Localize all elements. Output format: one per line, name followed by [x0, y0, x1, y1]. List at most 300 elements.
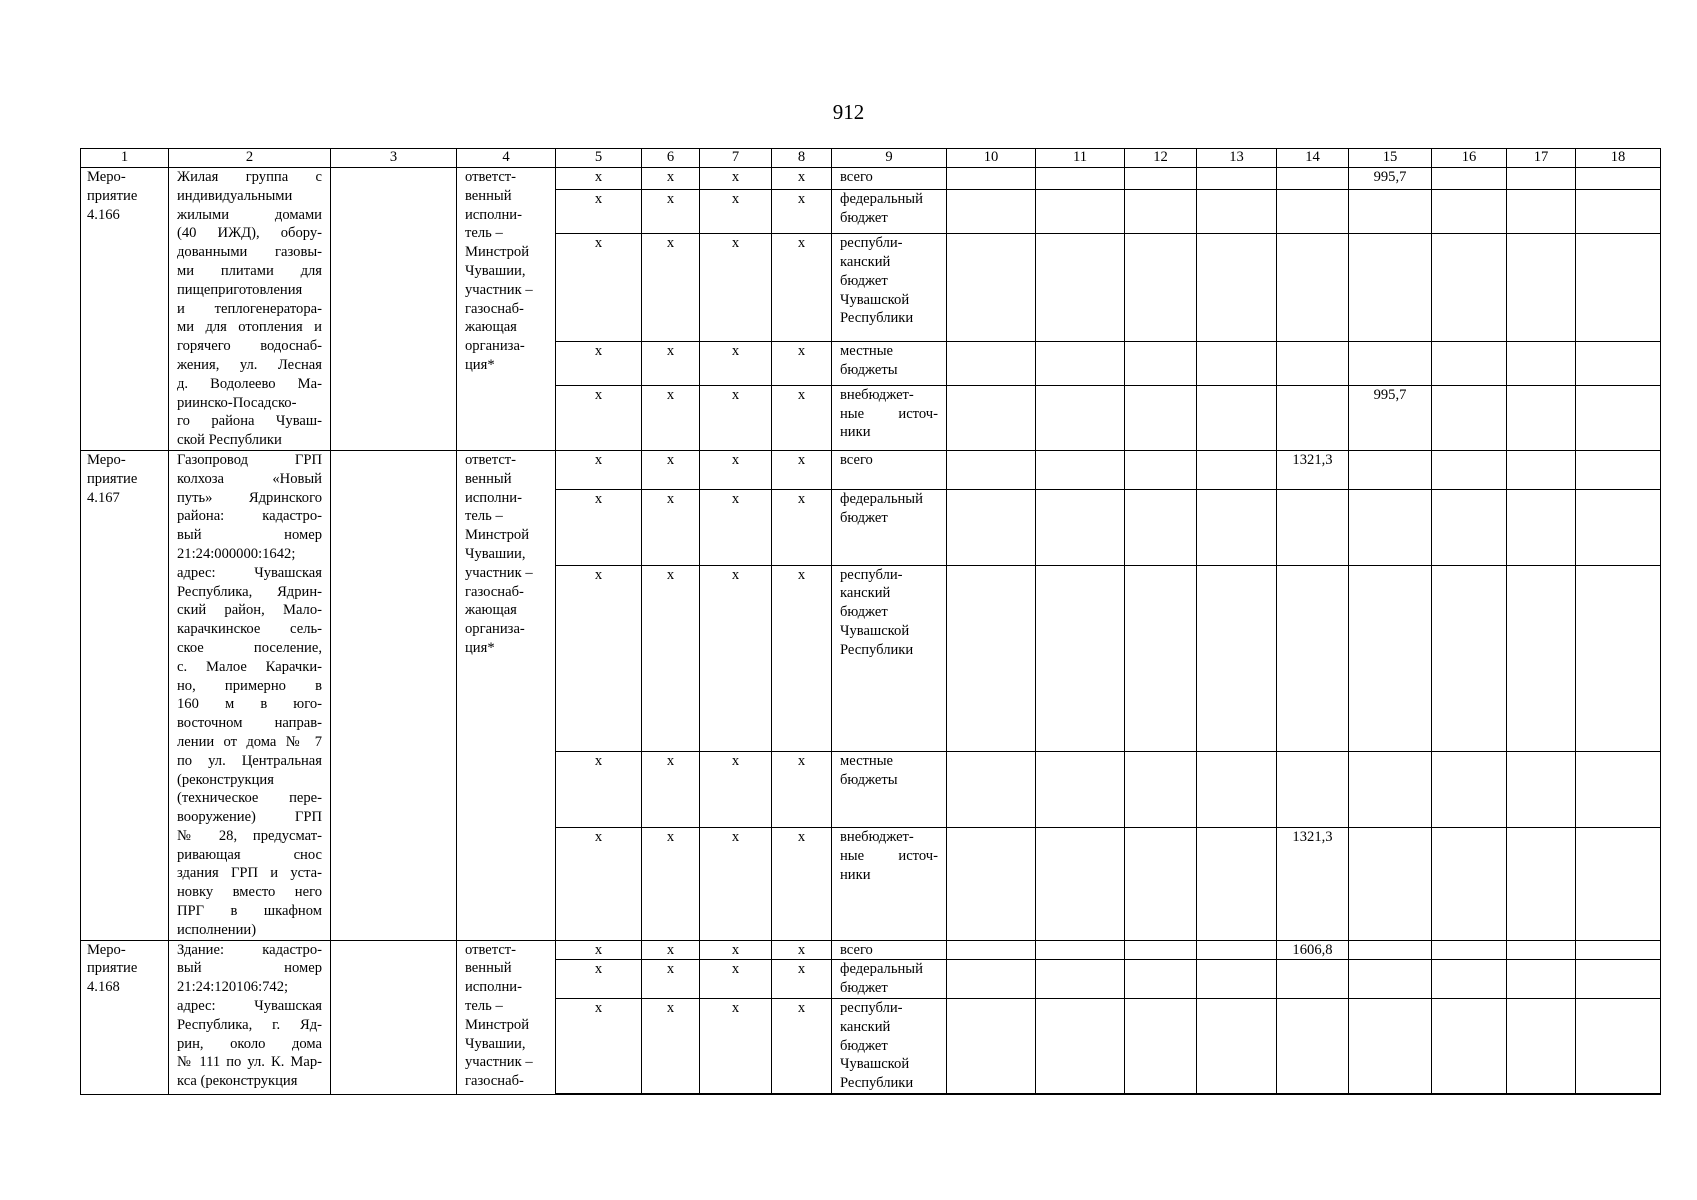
funding-source-cell [832, 385, 947, 450]
table-row [81, 450, 1661, 489]
funding-source-cell [832, 827, 947, 940]
mark-cell: x [700, 960, 772, 999]
value-cell-col-17 [1507, 385, 1576, 450]
text-line: колхоза «Новый [177, 470, 322, 487]
value-cell-col-10 [947, 752, 1036, 828]
value-cell-col-17 [1507, 565, 1576, 752]
text-line: пищеприготовления [177, 281, 303, 298]
text-line: Республика, Ядрин- [177, 583, 322, 600]
value-cell-col-15: 995,7 [1349, 385, 1432, 450]
value-cell-col-12 [1125, 168, 1197, 190]
mark-cell: x [642, 827, 700, 940]
text-line: жилыми домами [177, 206, 322, 223]
value-cell-col-16 [1432, 190, 1507, 234]
text-line: ривающая снос [177, 846, 322, 863]
text-line: жения, ул. Лесная [177, 356, 322, 373]
column-number-16: 16 [1432, 149, 1507, 168]
text-line: канский [840, 254, 891, 271]
text-line: горячего водоснаб- [177, 338, 322, 355]
mark-cell: x [772, 450, 832, 489]
value-cell-col-14 [1277, 190, 1349, 234]
page-number: 912 [832, 100, 865, 124]
text-line: жающая [465, 319, 517, 336]
text-line: адрес: Чувашская [177, 564, 322, 581]
value-cell-col-13 [1197, 342, 1277, 386]
mark-cell: x [772, 190, 832, 234]
value-cell-col-13 [1197, 385, 1277, 450]
mark-cell: x [556, 385, 642, 450]
value-cell-col-15 [1349, 565, 1432, 752]
activity-id-cell [81, 450, 169, 940]
text-line: 21:24:120106:742; [177, 979, 289, 996]
activity-description-cell [169, 940, 331, 1094]
text-line: ция* [465, 356, 495, 373]
text-line: бюджет [840, 272, 888, 289]
text-line: дованными газовы- [177, 244, 322, 261]
text-line: ответст- [465, 169, 517, 185]
text-line: исполнении) [177, 921, 257, 938]
value-cell-col-10 [947, 234, 1036, 342]
mark-cell: x [772, 565, 832, 752]
value-cell-col-15 [1349, 489, 1432, 565]
value-cell-col-10 [947, 168, 1036, 190]
mark-cell: x [642, 752, 700, 828]
text-line: ми плитами для [177, 262, 322, 279]
value-cell-col-11 [1036, 940, 1125, 960]
funding-source-cell [832, 752, 947, 828]
text-line: приятие [87, 470, 138, 487]
text-line: (реконструкция [177, 771, 274, 788]
value-cell-col-18 [1576, 752, 1661, 828]
value-cell-col-18 [1576, 960, 1661, 999]
value-cell-col-15 [1349, 450, 1432, 489]
text-line: участник – [465, 1054, 533, 1071]
responsible-executor-cell [457, 940, 556, 1094]
value-cell-col-12 [1125, 827, 1197, 940]
mark-cell: x [700, 450, 772, 489]
text-line: вый номер [177, 527, 322, 544]
value-cell-col-11 [1036, 190, 1125, 234]
text-line: рин, около дома [177, 1035, 322, 1052]
value-cell-col-10 [947, 999, 1036, 1094]
text-line: венный [465, 470, 512, 487]
value-cell-col-18 [1576, 168, 1661, 190]
text-line: организа- [465, 621, 525, 638]
mark-cell: x [556, 940, 642, 960]
text-line: ское поселение, [177, 639, 322, 656]
budget-table [80, 148, 1661, 1095]
text-line: но, примерно в [177, 677, 322, 694]
value-cell-col-17 [1507, 752, 1576, 828]
text-line: республи- [840, 1000, 903, 1017]
column-number-4: 4 [457, 149, 556, 168]
value-cell-col-14 [1277, 385, 1349, 450]
column-3-cell [331, 168, 457, 451]
text-line: федеральный [840, 490, 923, 507]
column-number-12: 12 [1125, 149, 1197, 168]
value-cell-col-13 [1197, 450, 1277, 489]
text-line: восточном направ- [177, 715, 322, 732]
column-number-header [81, 149, 1661, 168]
funding-source-cell [832, 450, 947, 489]
mark-cell: x [642, 450, 700, 489]
mark-cell: x [556, 190, 642, 234]
text-line: газоснаб- [465, 583, 524, 600]
text-line: республи- [840, 235, 903, 252]
text-line: бюджеты [840, 361, 898, 378]
mark-cell: x [700, 752, 772, 828]
value-cell-col-17 [1507, 168, 1576, 190]
responsible-executor-cell [457, 168, 556, 451]
responsible-executor-cell [457, 450, 556, 940]
funding-source-cell [832, 489, 947, 565]
mark-cell: x [772, 752, 832, 828]
column-3-cell [331, 940, 457, 1094]
text-line: бюджеты [840, 771, 898, 788]
text-line: Минстрой [465, 244, 530, 261]
activity-description-cell [169, 168, 331, 451]
column-number-17: 17 [1507, 149, 1576, 168]
value-cell-col-12 [1125, 940, 1197, 960]
mark-cell: x [700, 940, 772, 960]
value-cell-col-15 [1349, 234, 1432, 342]
value-cell-col-12 [1125, 999, 1197, 1094]
value-cell-col-16 [1432, 999, 1507, 1094]
text-line: Республики [840, 310, 914, 327]
text-line: республи- [840, 566, 903, 583]
mark-cell: x [642, 234, 700, 342]
mark-cell: x [642, 190, 700, 234]
table-body [81, 149, 1661, 1095]
text-line: участник – [465, 281, 533, 298]
text-line: Республики [840, 1075, 914, 1092]
text-line: ский район, Мало- [177, 602, 322, 619]
column-number-11: 11 [1036, 149, 1125, 168]
value-cell-col-14 [1277, 234, 1349, 342]
value-cell-col-17 [1507, 342, 1576, 386]
value-cell-col-18 [1576, 827, 1661, 940]
value-cell-col-14: 1321,3 [1277, 450, 1349, 489]
value-cell-col-18 [1576, 999, 1661, 1094]
column-number-15: 15 [1349, 149, 1432, 168]
text-line: бюджет [840, 604, 888, 621]
text-line: 4.168 [87, 979, 120, 996]
text-line: исполни- [465, 206, 522, 223]
mark-cell: x [700, 234, 772, 342]
text-line: Чувашской [840, 291, 910, 308]
value-cell-col-15 [1349, 342, 1432, 386]
value-cell-col-17 [1507, 234, 1576, 342]
column-number-5: 5 [556, 149, 642, 168]
text-line: ответст- [465, 941, 517, 958]
text-line: Чувашии, [465, 262, 526, 279]
text-line: и теплогенератора- [177, 300, 322, 317]
text-line: лении от дома № 7 [177, 733, 322, 750]
text-line: местные [840, 343, 894, 359]
mark-cell: x [642, 999, 700, 1094]
value-cell-col-13 [1197, 960, 1277, 999]
value-cell-col-15 [1349, 190, 1432, 234]
mark-cell: x [772, 999, 832, 1094]
text-line: ответст- [465, 451, 517, 468]
funding-source-cell [832, 940, 947, 960]
text-line: здания ГРП и уста- [177, 865, 322, 882]
text-line: Чувашии, [465, 545, 526, 562]
funding-source-cell [832, 342, 947, 386]
value-cell-col-10 [947, 190, 1036, 234]
text-line: внебюджет- [840, 828, 914, 845]
text-line: д. Водолеево Ма- [177, 375, 322, 392]
value-cell-col-10 [947, 342, 1036, 386]
value-cell-col-16 [1432, 450, 1507, 489]
value-cell-col-11 [1036, 960, 1125, 999]
text-line: путь» Ядринского [177, 489, 322, 506]
text-line: риинско-Посадско- [177, 394, 297, 411]
column-number-9: 9 [832, 149, 947, 168]
activity-id-cell [81, 168, 169, 451]
value-cell-col-16 [1432, 489, 1507, 565]
text-line: го района Чуваш- [177, 413, 322, 430]
value-cell-col-11 [1036, 168, 1125, 190]
mark-cell: x [772, 940, 832, 960]
value-cell-col-17 [1507, 960, 1576, 999]
mark-cell: x [642, 940, 700, 960]
text-line: с. Малое Карачки- [177, 658, 322, 675]
value-cell-col-14 [1277, 168, 1349, 190]
mark-cell: x [772, 827, 832, 940]
funding-source-cell [832, 168, 947, 190]
value-cell-col-13 [1197, 565, 1277, 752]
text-line: Чувашской [840, 1056, 910, 1073]
value-cell-col-15 [1349, 752, 1432, 828]
text-line: Меро- [87, 941, 126, 958]
value-cell-col-16 [1432, 960, 1507, 999]
text-line: (техническое пере- [177, 790, 322, 807]
text-line: бюджет [840, 509, 888, 526]
value-cell-col-14 [1277, 960, 1349, 999]
text-line: Газопровод ГРП [177, 451, 322, 468]
value-cell-col-13 [1197, 752, 1277, 828]
text-line: 21:24:000000:1642; [177, 545, 296, 562]
value-cell-col-11 [1036, 999, 1125, 1094]
value-cell-col-10 [947, 450, 1036, 489]
text-line: ные источ- [840, 847, 938, 864]
text-line: внебюджет- [840, 386, 914, 403]
text-line: венный [465, 960, 512, 977]
value-cell-col-11 [1036, 565, 1125, 752]
value-cell-col-11 [1036, 342, 1125, 386]
value-cell-col-17 [1507, 489, 1576, 565]
text-line: бюджет [840, 980, 888, 997]
text-line: Минстрой [465, 1016, 530, 1033]
text-line: № 28, предусмат- [177, 827, 322, 844]
text-line: ники [840, 424, 871, 441]
value-cell-col-11 [1036, 827, 1125, 940]
value-cell-col-16 [1432, 565, 1507, 752]
mark-cell: x [772, 234, 832, 342]
column-number-6: 6 [642, 149, 700, 168]
value-cell-col-10 [947, 565, 1036, 752]
text-line: тель – [465, 508, 503, 525]
mark-cell: x [700, 342, 772, 386]
text-line: 160 м в юго- [177, 696, 322, 713]
value-cell-col-12 [1125, 234, 1197, 342]
text-line: федеральный [840, 191, 923, 208]
value-cell-col-14 [1277, 342, 1349, 386]
text-line: организа- [465, 338, 525, 355]
mark-cell: x [556, 168, 642, 190]
funding-source-cell [832, 999, 947, 1094]
value-cell-col-14: 1321,3 [1277, 827, 1349, 940]
funding-source-cell [832, 190, 947, 234]
text-line: ные источ- [840, 405, 938, 422]
value-cell-col-10 [947, 385, 1036, 450]
column-number-3: 3 [331, 149, 457, 168]
text-line: всего [840, 451, 873, 468]
value-cell-col-18 [1576, 565, 1661, 752]
mark-cell: x [556, 565, 642, 752]
text-line: Республика, г. Яд- [177, 1016, 322, 1033]
mark-cell: x [700, 827, 772, 940]
text-line: газоснаб- [465, 300, 524, 317]
value-cell-col-16 [1432, 827, 1507, 940]
mark-cell: x [642, 489, 700, 565]
column-number-13: 13 [1197, 149, 1277, 168]
text-line: бюджет [840, 1037, 888, 1054]
value-cell-col-11 [1036, 385, 1125, 450]
value-cell-col-16 [1432, 940, 1507, 960]
text-line: канский [840, 1018, 891, 1035]
mark-cell: x [772, 342, 832, 386]
value-cell-col-17 [1507, 999, 1576, 1094]
value-cell-col-15 [1349, 999, 1432, 1094]
text-line: Минстрой [465, 527, 530, 544]
value-cell-col-12 [1125, 565, 1197, 752]
text-line: ской Республики [177, 432, 282, 449]
text-line: Чувашской [840, 623, 910, 639]
value-cell-col-12 [1125, 960, 1197, 999]
column-number-10: 10 [947, 149, 1036, 168]
value-cell-col-16 [1432, 752, 1507, 828]
text-line: Меро- [87, 451, 126, 468]
mark-cell: x [556, 342, 642, 386]
mark-cell: x [642, 342, 700, 386]
text-line: кса (реконструкция [177, 1073, 298, 1090]
text-line: жающая [465, 602, 517, 619]
mark-cell: x [556, 827, 642, 940]
value-cell-col-18 [1576, 342, 1661, 386]
text-line: исполни- [465, 489, 522, 506]
value-cell-col-18 [1576, 190, 1661, 234]
text-line: газоснаб- [465, 1073, 524, 1090]
mark-cell: x [700, 489, 772, 565]
value-cell-col-14 [1277, 999, 1349, 1094]
text-line: Меро- [87, 169, 126, 185]
activity-id-cell [81, 940, 169, 1094]
value-cell-col-17 [1507, 450, 1576, 489]
text-line: венный [465, 187, 512, 204]
mark-cell: x [556, 234, 642, 342]
text-line: всего [840, 941, 873, 958]
value-cell-col-17 [1507, 190, 1576, 234]
text-line: всего [840, 169, 873, 185]
text-line: (40 ИЖД), обору- [177, 225, 322, 242]
text-line: Здание: кадастро- [177, 941, 322, 958]
value-cell-col-10 [947, 827, 1036, 940]
column-number-7: 7 [700, 149, 772, 168]
value-cell-col-12 [1125, 752, 1197, 828]
mark-cell: x [772, 385, 832, 450]
column-number-18: 18 [1576, 149, 1661, 168]
table-row [81, 168, 1661, 190]
text-line: приятие [87, 960, 138, 977]
value-cell-col-10 [947, 960, 1036, 999]
value-cell-col-13 [1197, 940, 1277, 960]
text-line: местные [840, 753, 894, 770]
mark-cell: x [642, 385, 700, 450]
value-cell-col-18 [1576, 234, 1661, 342]
mark-cell: x [772, 168, 832, 190]
column-number-1: 1 [81, 149, 169, 168]
value-cell-col-14 [1277, 565, 1349, 752]
value-cell-col-14 [1277, 752, 1349, 828]
text-line: 4.167 [87, 489, 120, 506]
text-line: новку вместо него [177, 884, 322, 901]
mark-cell: x [700, 565, 772, 752]
value-cell-col-13 [1197, 827, 1277, 940]
value-cell-col-12 [1125, 190, 1197, 234]
text-line: ми для отопления и [177, 319, 322, 336]
text-line: вооружение) ГРП [177, 809, 322, 826]
mark-cell: x [772, 489, 832, 565]
text-line: Чувашии, [465, 1035, 526, 1052]
text-line: адрес: Чувашская [177, 998, 322, 1015]
value-cell-col-18 [1576, 450, 1661, 489]
value-cell-col-16 [1432, 234, 1507, 342]
text-line: ция* [465, 639, 495, 656]
value-cell-col-11 [1036, 234, 1125, 342]
column-3-cell [331, 450, 457, 940]
value-cell-col-12 [1125, 342, 1197, 386]
mark-cell: x [556, 960, 642, 999]
value-cell-col-16 [1432, 168, 1507, 190]
mark-cell: x [642, 565, 700, 752]
text-line: ники [840, 866, 871, 883]
value-cell-col-11 [1036, 450, 1125, 489]
value-cell-col-10 [947, 940, 1036, 960]
funding-source-cell [832, 234, 947, 342]
column-number-2: 2 [169, 149, 331, 168]
text-line: 4.166 [87, 206, 120, 223]
value-cell-col-18 [1576, 489, 1661, 565]
table-row [81, 940, 1661, 960]
value-cell-col-10 [947, 489, 1036, 565]
value-cell-col-13 [1197, 190, 1277, 234]
text-line: ПРГ в шкафном [177, 903, 322, 920]
value-cell-col-16 [1432, 342, 1507, 386]
value-cell-col-15: 995,7 [1349, 168, 1432, 190]
value-cell-col-18 [1576, 940, 1661, 960]
mark-cell: x [642, 168, 700, 190]
value-cell-col-16 [1432, 385, 1507, 450]
value-cell-col-17 [1507, 827, 1576, 940]
text-line: Жилая группа с [177, 169, 322, 185]
value-cell-col-12 [1125, 385, 1197, 450]
text-line: вый номер [177, 960, 322, 977]
text-line: исполни- [465, 979, 522, 996]
value-cell-col-11 [1036, 489, 1125, 565]
mark-cell: x [700, 168, 772, 190]
